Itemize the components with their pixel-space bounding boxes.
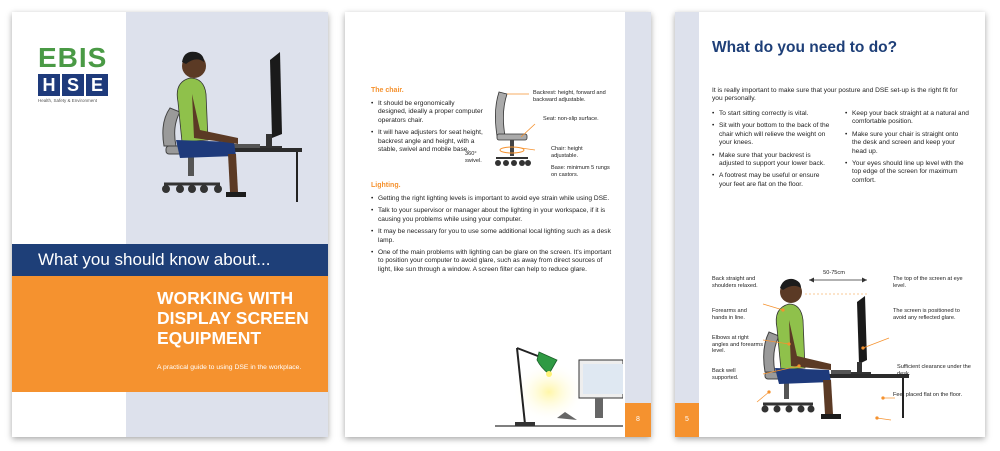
- lighting-heading: Lighting.: [371, 182, 401, 189]
- posture-bullet-left-3: • Make sure that your backrest is adjusted to support your lower back.: [712, 152, 834, 169]
- page-5: [675, 12, 985, 437]
- cover-band-text: What you should know about...: [38, 250, 271, 269]
- label-chair-height: Chair: height adjustable.: [551, 146, 583, 159]
- cover-blue-band: [12, 244, 328, 276]
- label-backrest: Backrest: height, forward and backward adjustable.: [533, 90, 606, 103]
- label-back-well: Back well supported.: [712, 368, 739, 381]
- page-number-5: 5: [675, 403, 699, 437]
- page-number-8: 8: [625, 403, 651, 437]
- page-8: [345, 12, 651, 437]
- chair-bullets: [371, 100, 483, 158]
- logo-letter-e: E: [86, 74, 108, 96]
- label-swivel: 360° swivel.: [465, 151, 482, 164]
- logo-subtitle: Health, Safety & Environment: [38, 98, 98, 103]
- lighting-bullet-3: • It may be necessary for you to use some additional local lighting such as a desk lamp.: [371, 228, 615, 245]
- logo-text: EBIS: [38, 42, 108, 73]
- posture-bullet-left-1: • To start sitting correctly is vital.: [712, 110, 834, 118]
- page-5-intro: It is really important to make sure that your posture and DSE set-up is the right fit for you personally.: [712, 87, 958, 103]
- logo-hse-boxes: [38, 74, 110, 96]
- desk-lamp-illustration: [495, 330, 623, 430]
- logo-letter-s: S: [62, 74, 84, 96]
- label-clearance: Sufficient clearance under the desk.: [897, 364, 971, 377]
- posture-bullet-right-3: • Your eyes should line up level with the top edge of the screen for maximum comfort.: [845, 160, 969, 185]
- label-feet: Feet placed flat on the floor.: [893, 392, 963, 398]
- page-5-sidebar: [675, 12, 699, 437]
- chair-bullet-1: • It should be ergonomically designed, ideally a proper computer operators chair.: [371, 100, 483, 125]
- cover-subtitle: A practical guide to using DSE in the workplace.: [157, 364, 302, 371]
- logo-letter-h: H: [38, 74, 60, 96]
- posture-bullets-right: [845, 110, 969, 189]
- page-5-heading: What do you need to do?: [712, 39, 898, 56]
- label-glare: The screen is positioned to avoid any reflected glare.: [893, 308, 960, 321]
- cover-title-line-3: EQUIPMENT: [157, 328, 262, 348]
- label-seat: Seat: non-slip surface.: [543, 116, 599, 122]
- label-base: Base: minimum 5 rungs on castors.: [551, 165, 610, 178]
- lighting-bullets: [371, 195, 615, 278]
- page-8-sidebar: [625, 12, 651, 437]
- lighting-bullet-4: • One of the main problems with lighting can be glare on the screen. It's important to position your computer to avoid glare, such as away from direct sources of light, like sun through a window. A screen filter can help to reduce glare.: [371, 249, 615, 274]
- label-distance: 50-75cm: [823, 270, 845, 276]
- posture-bullet-left-2: • Sit with your bottom to the back of the chair which will relieve the weight on your knees.: [712, 122, 834, 147]
- label-back-straight: Back straight and shoulders relaxed.: [712, 276, 758, 289]
- posture-bullets-left: [712, 110, 834, 193]
- person-at-desk-illustration: [142, 42, 302, 207]
- cover-subtitle-band: [12, 356, 328, 392]
- ebis-hse-logo: [38, 44, 110, 103]
- lighting-bullet-1: • Getting the right lighting levels is important to avoid eye strain while using DSE.: [371, 195, 615, 203]
- label-forearms: Forearms and hands in line.: [712, 308, 747, 321]
- posture-bullet-right-1: • Keep your back straight at a natural and comfortable position.: [845, 110, 969, 127]
- cover-page: [12, 12, 328, 437]
- label-eye-level: The top of the screen at eye level.: [893, 276, 963, 289]
- cover-title-line-2: DISPLAY SCREEN: [157, 308, 309, 328]
- chair-bullet-2: • It will have adjusters for seat height, backrest angle and height, with a stable, swivel and mobile base.: [371, 129, 483, 154]
- chair-heading: The chair.: [371, 87, 404, 94]
- cover-title: [157, 288, 309, 348]
- cover-orange-band: [12, 276, 328, 356]
- label-elbows: Elbows at right angles and forearms level.: [712, 335, 763, 355]
- posture-bullet-right-2: • Make sure your chair is straight onto the desk and screen and keep your head up.: [845, 131, 969, 156]
- lighting-bullet-2: • Talk to your supervisor or manager about the lighting in your workspace, if it is causing you problems while using your computer.: [371, 207, 615, 224]
- posture-bullet-left-4: • A footrest may be useful or ensure your feet are flat on the floor.: [712, 172, 834, 189]
- cover-title-line-1: WORKING WITH: [157, 288, 294, 308]
